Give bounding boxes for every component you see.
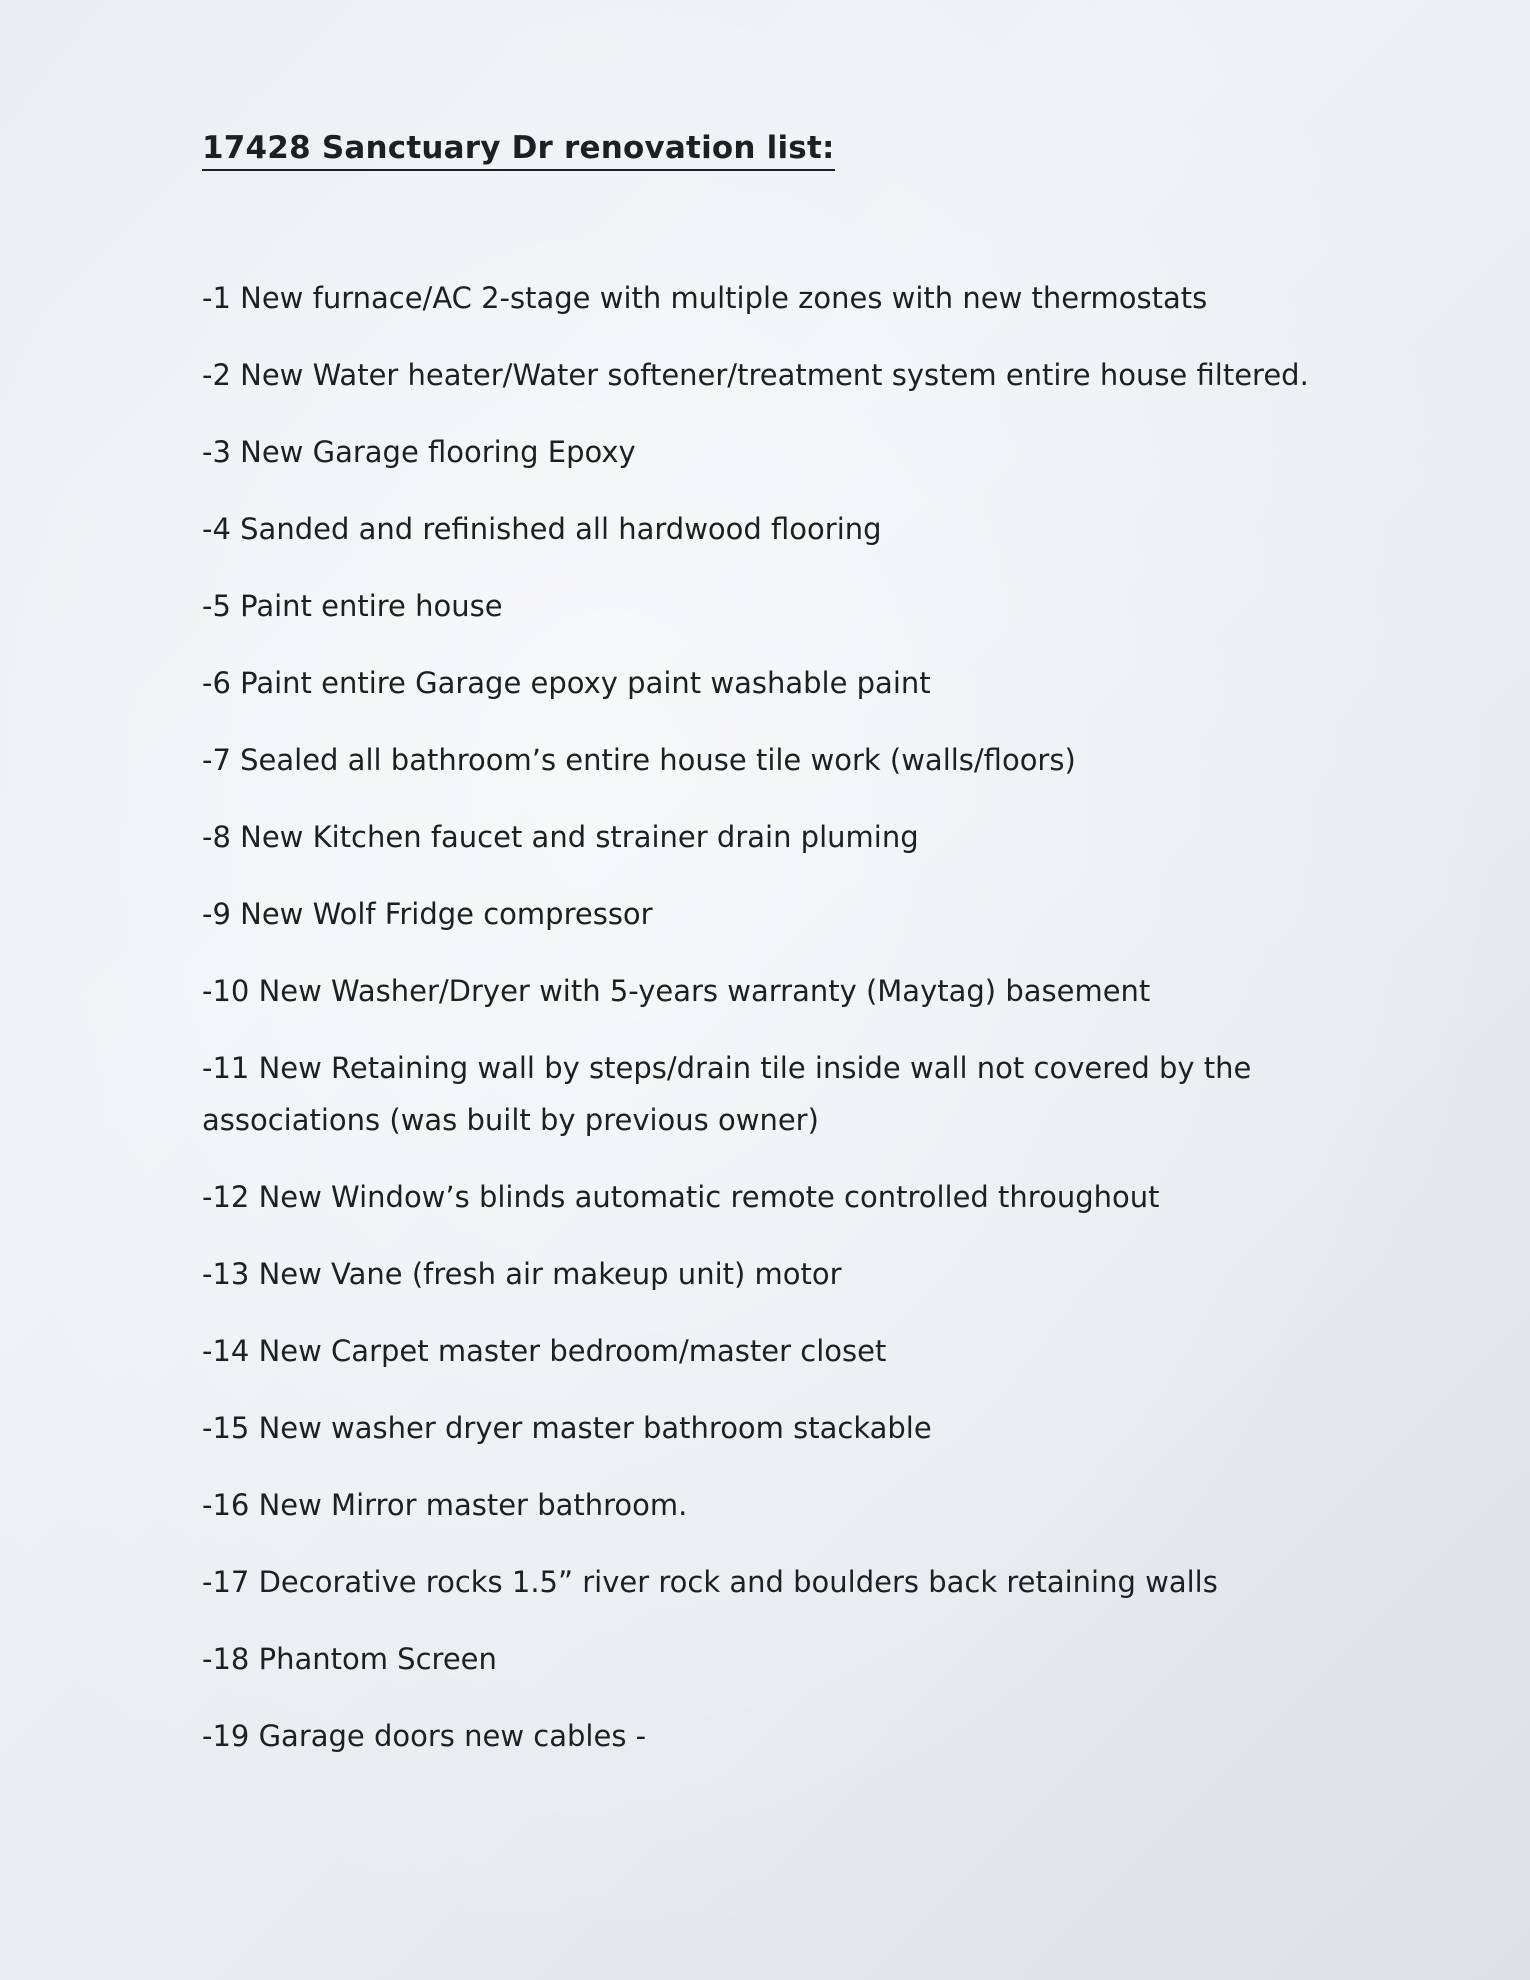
- list-item: -10 New Washer/Dryer with 5-years warranty (Maytag) basement: [202, 974, 1151, 1008]
- list-item: -8 New Kitchen faucet and strainer drain pluming: [202, 820, 919, 854]
- list-item: -3 New Garage flooring Epoxy: [202, 435, 636, 469]
- list-item: -15 New washer dryer master bathroom stackable: [202, 1411, 932, 1445]
- list-item: -14 New Carpet master bedroom/master closet: [202, 1334, 887, 1368]
- list-item: -19 Garage doors new cables -: [202, 1719, 647, 1753]
- list-item: -9 New Wolf Fridge compressor: [202, 897, 653, 931]
- document-title: 17428 Sanctuary Dr renovation list:: [202, 128, 835, 171]
- list-item: -2 New Water heater/Water softener/treatment system entire house filtered.: [202, 358, 1309, 392]
- list-item: -4 Sanded and refinished all hardwood flooring: [202, 512, 882, 546]
- list-item: -16 New Mirror master bathroom.: [202, 1488, 688, 1522]
- list-item: -7 Sealed all bathroom’s entire house tile work (walls/floors): [202, 743, 1076, 777]
- list-item: -5 Paint entire house: [202, 589, 503, 623]
- list-item: -1 New furnace/AC 2-stage with multiple zones with new thermostats: [202, 281, 1208, 315]
- list-item: -6 Paint entire Garage epoxy paint washable paint: [202, 666, 931, 700]
- list-item: -13 New Vane (fresh air makeup unit) motor: [202, 1257, 842, 1291]
- list-item: -12 New Window’s blinds automatic remote controlled throughout: [202, 1180, 1160, 1214]
- renovation-list: [202, 272, 1402, 1787]
- list-item: -11 New Retaining wall by steps/drain tile inside wall not covered by the associations (was built by previous owner): [202, 1051, 1252, 1137]
- list-item: -18 Phantom Screen: [202, 1642, 497, 1676]
- list-item: -17 Decorative rocks 1.5” river rock and boulders back retaining walls: [202, 1565, 1218, 1599]
